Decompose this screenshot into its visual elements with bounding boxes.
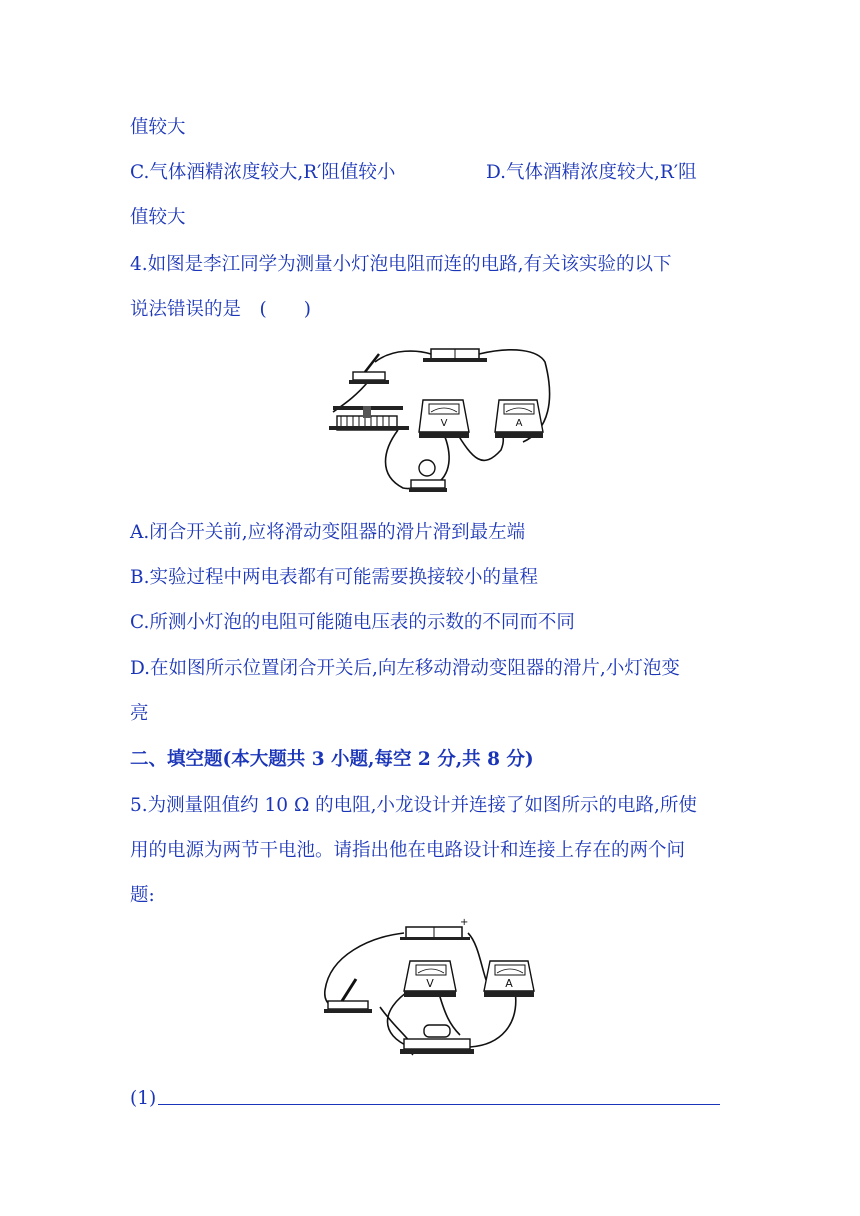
ammeter-icon [495, 400, 543, 438]
bulb-icon [409, 460, 447, 492]
q3-option-b-continuation: 值较大 [130, 117, 186, 138]
battery-icon [423, 349, 487, 362]
voltmeter-icon [404, 961, 456, 997]
q4-stem-line2: 说法错误的是 ( ) [130, 299, 311, 320]
q5-answer-1-blank[interactable] [158, 1104, 720, 1105]
voltmeter-label: V [440, 418, 448, 429]
section-heading: 二、填空题(本大题共 3 小题,每空 2 分,共 8 分) [130, 749, 534, 770]
switch-icon [349, 354, 389, 384]
voltmeter-label: V [426, 977, 434, 990]
q4-option-c: C.所测小灯泡的电阻可能随电压表的示数的不同而不同 [130, 612, 575, 633]
q3-option-d-continuation: 值较大 [130, 207, 186, 228]
q4-option-a: A.闭合开关前,应将滑动变阻器的滑片滑到最左端 [130, 522, 526, 543]
switch-icon [324, 979, 372, 1013]
ammeter-label: A [515, 418, 523, 429]
q5-stem-line1: 5.为测量阻值约 10 Ω 的电阻,小龙设计并连接了如图所示的电路,所使 [130, 795, 697, 816]
battery-plus-label: + [460, 917, 469, 928]
q5-circuit-figure [320, 915, 560, 1065]
q5-answer-1-label: (1) [130, 1088, 157, 1109]
q3-option-c: C.气体酒精浓度较大,R′阻值较小 [130, 162, 396, 183]
q5-stem-line3: 题: [130, 885, 155, 906]
resistor-icon [400, 1025, 474, 1054]
q4-circuit-figure [323, 340, 563, 500]
q4-option-b: B.实验过程中两电表都有可能需要换接较小的量程 [130, 567, 538, 588]
voltmeter-icon [419, 400, 469, 438]
ammeter-label: A [505, 977, 513, 990]
ammeter-icon [484, 961, 534, 997]
q3-option-d: D.气体酒精浓度较大,R′阻 [486, 162, 697, 183]
q4-option-d-line2: 亮 [130, 703, 149, 724]
battery-icon [400, 917, 470, 940]
rheostat-icon [329, 406, 409, 430]
q4-stem-line1: 4.如图是李江同学为测量小灯泡电阻而连的电路,有关该实验的以下 [130, 254, 672, 275]
q5-stem-line2: 用的电源为两节干电池。请指出他在电路设计和连接上存在的两个问 [130, 840, 686, 861]
q4-option-d-line1: D.在如图所示位置闭合开关后,向左移动滑动变阻器的滑片,小灯泡变 [130, 658, 680, 679]
